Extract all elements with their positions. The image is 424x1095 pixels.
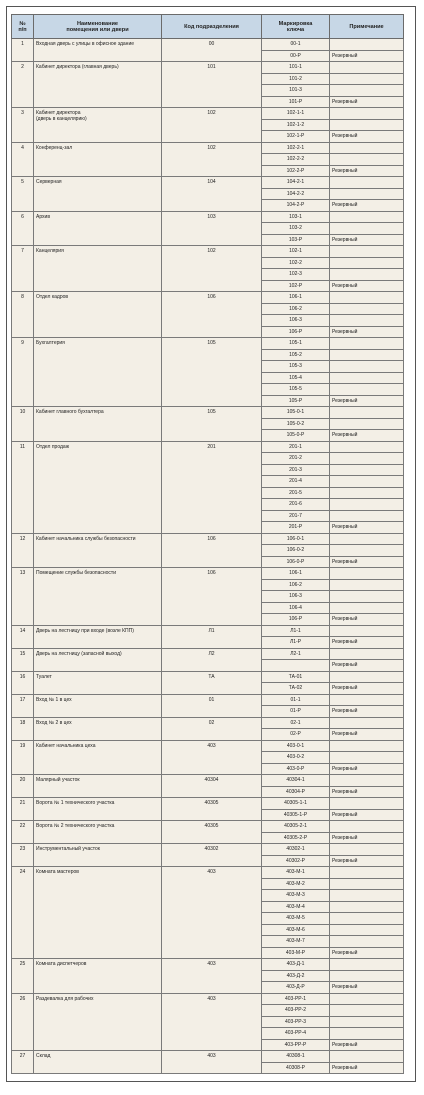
department-code: 102 bbox=[162, 246, 262, 292]
department-code: 102 bbox=[162, 142, 262, 177]
header-code: Код подразделения bbox=[162, 15, 262, 39]
table-row bbox=[12, 625, 404, 637]
department-code: 102 bbox=[162, 108, 262, 143]
row-number: 7 bbox=[12, 246, 34, 292]
key-marking: 106-3 bbox=[262, 315, 330, 327]
room-name: Ворота № 2 технического участка bbox=[34, 821, 162, 844]
key-marking: 403-М-2 bbox=[262, 878, 330, 890]
table-row bbox=[12, 108, 404, 120]
note-cell bbox=[330, 303, 404, 315]
key-marking: 403-РР-4 bbox=[262, 1028, 330, 1040]
department-code: 403 bbox=[162, 867, 262, 959]
key-marking: 102-2-Р bbox=[262, 165, 330, 177]
note-cell: Резервный bbox=[330, 556, 404, 568]
table-row bbox=[12, 62, 404, 74]
room-name: Отдел продаж bbox=[34, 441, 162, 533]
table-header-row bbox=[12, 15, 404, 39]
row-number: 11 bbox=[12, 441, 34, 533]
department-code: 104 bbox=[162, 177, 262, 212]
row-number: 26 bbox=[12, 993, 34, 1051]
key-marking: 101-1 bbox=[262, 62, 330, 74]
note-cell bbox=[330, 752, 404, 764]
note-cell bbox=[330, 418, 404, 430]
header-num: № п/п bbox=[12, 15, 34, 39]
key-marking: 403-Д-1 bbox=[262, 959, 330, 971]
department-code: 103 bbox=[162, 211, 262, 246]
note-cell: Резервный bbox=[330, 326, 404, 338]
note-cell: Резервный bbox=[330, 200, 404, 212]
note-cell bbox=[330, 246, 404, 258]
note-cell bbox=[330, 384, 404, 396]
department-code: 40305 bbox=[162, 821, 262, 844]
note-cell bbox=[330, 269, 404, 281]
note-cell: Резервный bbox=[330, 614, 404, 626]
row-number: 18 bbox=[12, 717, 34, 740]
note-cell bbox=[330, 936, 404, 948]
key-marking: 106-0-1 bbox=[262, 533, 330, 545]
key-marking: 40305-1-1 bbox=[262, 798, 330, 810]
note-cell bbox=[330, 579, 404, 591]
row-number: 20 bbox=[12, 775, 34, 798]
note-cell bbox=[330, 1016, 404, 1028]
key-marking: 403-0-2 bbox=[262, 752, 330, 764]
note-cell: Резервный bbox=[330, 395, 404, 407]
table-row bbox=[12, 568, 404, 580]
key-marking: 106-0-Р bbox=[262, 556, 330, 568]
key-marking: 403-М-7 bbox=[262, 936, 330, 948]
room-name: Инструментальный участок bbox=[34, 844, 162, 867]
note-cell bbox=[330, 211, 404, 223]
note-cell bbox=[330, 39, 404, 51]
room-name: Туалет bbox=[34, 671, 162, 694]
department-code: 40302 bbox=[162, 844, 262, 867]
note-cell bbox=[330, 867, 404, 879]
note-cell bbox=[330, 292, 404, 304]
key-marking: 102-2-2 bbox=[262, 154, 330, 166]
row-number: 12 bbox=[12, 533, 34, 568]
note-cell bbox=[330, 901, 404, 913]
table-row bbox=[12, 844, 404, 856]
row-number: 13 bbox=[12, 568, 34, 626]
department-code: 105 bbox=[162, 407, 262, 442]
key-marking: 201-4 bbox=[262, 476, 330, 488]
note-cell: Резервный bbox=[330, 832, 404, 844]
note-cell bbox=[330, 487, 404, 499]
header-name: Наименование помещения или двери bbox=[34, 15, 162, 39]
table-row bbox=[12, 211, 404, 223]
key-marking: 00-Р bbox=[262, 50, 330, 62]
note-cell: Резервный bbox=[330, 430, 404, 442]
note-cell bbox=[330, 717, 404, 729]
table-row bbox=[12, 798, 404, 810]
table-row bbox=[12, 671, 404, 683]
key-marking: 105-2 bbox=[262, 349, 330, 361]
note-cell: Резервный bbox=[330, 982, 404, 994]
table-row bbox=[12, 867, 404, 879]
key-marking: 103-2 bbox=[262, 223, 330, 235]
department-code: 403 bbox=[162, 959, 262, 994]
note-cell: Резервный bbox=[330, 809, 404, 821]
department-code: 403 bbox=[162, 740, 262, 775]
key-marking: 101-3 bbox=[262, 85, 330, 97]
key-marking: 102-1-Р bbox=[262, 131, 330, 143]
table-row bbox=[12, 993, 404, 1005]
key-marking: ТА-01 bbox=[262, 671, 330, 683]
note-cell bbox=[330, 407, 404, 419]
key-marking: 106-4 bbox=[262, 602, 330, 614]
key-marking: 105-4 bbox=[262, 372, 330, 384]
table-row bbox=[12, 292, 404, 304]
key-registry-table bbox=[11, 14, 404, 1074]
key-marking: 103-Р bbox=[262, 234, 330, 246]
note-cell bbox=[330, 625, 404, 637]
key-marking: 01-Р bbox=[262, 706, 330, 718]
key-marking: 40308-Р bbox=[262, 1062, 330, 1074]
note-cell bbox=[330, 798, 404, 810]
key-marking: 40305-1-Р bbox=[262, 809, 330, 821]
row-number: 27 bbox=[12, 1051, 34, 1074]
department-code: 403 bbox=[162, 993, 262, 1051]
note-cell: Резервный bbox=[330, 131, 404, 143]
key-marking: 102-Р bbox=[262, 280, 330, 292]
note-cell: Резервный bbox=[330, 96, 404, 108]
note-cell bbox=[330, 188, 404, 200]
key-marking: 403-0-1 bbox=[262, 740, 330, 752]
key-marking: 102-1-1 bbox=[262, 108, 330, 120]
note-cell bbox=[330, 154, 404, 166]
room-name: Архив bbox=[34, 211, 162, 246]
key-marking: 102-1 bbox=[262, 246, 330, 258]
key-marking: 403-Д-Р bbox=[262, 982, 330, 994]
note-cell bbox=[330, 177, 404, 189]
key-marking: 201-6 bbox=[262, 499, 330, 511]
department-code: 201 bbox=[162, 441, 262, 533]
note-cell bbox=[330, 568, 404, 580]
row-number: 4 bbox=[12, 142, 34, 177]
table-row bbox=[12, 740, 404, 752]
key-marking: 105-0-Р bbox=[262, 430, 330, 442]
note-cell bbox=[330, 740, 404, 752]
room-name: Дверь на лестницу (запасной выход) bbox=[34, 648, 162, 671]
note-cell bbox=[330, 694, 404, 706]
note-cell bbox=[330, 85, 404, 97]
key-marking: 403-М-1 bbox=[262, 867, 330, 879]
key-marking: 201-7 bbox=[262, 510, 330, 522]
note-cell bbox=[330, 223, 404, 235]
key-marking: 403-М-4 bbox=[262, 901, 330, 913]
key-marking: 40302-Р bbox=[262, 855, 330, 867]
note-cell bbox=[330, 62, 404, 74]
note-cell bbox=[330, 913, 404, 925]
note-cell bbox=[330, 1005, 404, 1017]
note-cell bbox=[330, 119, 404, 131]
key-marking: 201-Р bbox=[262, 522, 330, 534]
key-marking: 02-Р bbox=[262, 729, 330, 741]
key-marking: 106-Р bbox=[262, 326, 330, 338]
row-number: 3 bbox=[12, 108, 34, 143]
department-code: Л2 bbox=[162, 648, 262, 671]
table-row bbox=[12, 717, 404, 729]
key-marking: 00-1 bbox=[262, 39, 330, 51]
note-cell: Резервный bbox=[330, 234, 404, 246]
note-cell bbox=[330, 821, 404, 833]
note-cell bbox=[330, 671, 404, 683]
note-cell bbox=[330, 648, 404, 660]
key-marking: 106-0-2 bbox=[262, 545, 330, 557]
note-cell: Резервный bbox=[330, 729, 404, 741]
key-marking: Л1-Р bbox=[262, 637, 330, 649]
department-code: 02 bbox=[162, 717, 262, 740]
key-marking: 106-Р bbox=[262, 614, 330, 626]
note-cell: Резервный bbox=[330, 660, 404, 672]
note-cell: Резервный bbox=[330, 50, 404, 62]
note-cell bbox=[330, 315, 404, 327]
row-number: 21 bbox=[12, 798, 34, 821]
key-marking: 102-2-1 bbox=[262, 142, 330, 154]
note-cell bbox=[330, 602, 404, 614]
note-cell: Резервный bbox=[330, 637, 404, 649]
key-marking: 201-2 bbox=[262, 453, 330, 465]
room-name: Вход № 1 в цех bbox=[34, 694, 162, 717]
key-marking: 106-1 bbox=[262, 292, 330, 304]
department-code: 403 bbox=[162, 1051, 262, 1074]
room-name: Ворота № 1 технического участка bbox=[34, 798, 162, 821]
department-code: 101 bbox=[162, 62, 262, 108]
key-marking: 101-2 bbox=[262, 73, 330, 85]
room-name: Отдел кадров bbox=[34, 292, 162, 338]
note-cell bbox=[330, 464, 404, 476]
department-code: Л1 bbox=[162, 625, 262, 648]
row-number: 10 bbox=[12, 407, 34, 442]
note-cell: Резервный bbox=[330, 280, 404, 292]
key-marking: 40304-1 bbox=[262, 775, 330, 787]
key-marking: 40305-2-Р bbox=[262, 832, 330, 844]
table-row bbox=[12, 533, 404, 545]
header-note: Примечание bbox=[330, 15, 404, 39]
key-marking: 102-1-2 bbox=[262, 119, 330, 131]
table-row bbox=[12, 39, 404, 51]
note-cell: Резервный bbox=[330, 706, 404, 718]
key-marking: 403-РР-2 bbox=[262, 1005, 330, 1017]
note-cell bbox=[330, 878, 404, 890]
room-name: Кабинет начальника службы безопасности bbox=[34, 533, 162, 568]
department-code: 106 bbox=[162, 533, 262, 568]
note-cell bbox=[330, 533, 404, 545]
room-name: Склад bbox=[34, 1051, 162, 1074]
note-cell bbox=[330, 970, 404, 982]
note-cell bbox=[330, 1051, 404, 1063]
table-row bbox=[12, 246, 404, 258]
department-code: 00 bbox=[162, 39, 262, 62]
room-name: Кабинет директора (главная дверь) bbox=[34, 62, 162, 108]
room-name: Комната диспетчеров bbox=[34, 959, 162, 994]
note-cell bbox=[330, 372, 404, 384]
key-marking: 40304-Р bbox=[262, 786, 330, 798]
key-marking: 40308-1 bbox=[262, 1051, 330, 1063]
row-number: 25 bbox=[12, 959, 34, 994]
note-cell bbox=[330, 775, 404, 787]
key-marking: 201-3 bbox=[262, 464, 330, 476]
row-number: 14 bbox=[12, 625, 34, 648]
key-marking: 403-М-6 bbox=[262, 924, 330, 936]
note-cell bbox=[330, 142, 404, 154]
table-row bbox=[12, 648, 404, 660]
key-marking: 106-2 bbox=[262, 303, 330, 315]
key-marking: 403-РР-Р bbox=[262, 1039, 330, 1051]
note-cell bbox=[330, 361, 404, 373]
key-marking: 104-2-Р bbox=[262, 200, 330, 212]
room-name: Дверь на лестницу при входе (возле КПП) bbox=[34, 625, 162, 648]
note-cell: Резервный bbox=[330, 165, 404, 177]
note-cell bbox=[330, 924, 404, 936]
key-marking: 40302-1 bbox=[262, 844, 330, 856]
key-marking: 106-3 bbox=[262, 591, 330, 603]
key-marking: 106-1 bbox=[262, 568, 330, 580]
room-name: Малярный участок bbox=[34, 775, 162, 798]
note-cell: Резервный bbox=[330, 1062, 404, 1074]
department-code: 40304 bbox=[162, 775, 262, 798]
row-number: 23 bbox=[12, 844, 34, 867]
department-code: 106 bbox=[162, 292, 262, 338]
department-code: 01 bbox=[162, 694, 262, 717]
key-marking: 105-0-2 bbox=[262, 418, 330, 430]
department-code: 106 bbox=[162, 568, 262, 626]
key-marking: 403-Д-2 bbox=[262, 970, 330, 982]
table-row bbox=[12, 142, 404, 154]
key-marking: 403-РР-1 bbox=[262, 993, 330, 1005]
note-cell bbox=[330, 338, 404, 350]
row-number: 6 bbox=[12, 211, 34, 246]
key-marking: Л2-1 bbox=[262, 648, 330, 660]
key-marking: 105-3 bbox=[262, 361, 330, 373]
table-body bbox=[12, 39, 404, 1074]
row-number: 2 bbox=[12, 62, 34, 108]
key-marking: 102-3 bbox=[262, 269, 330, 281]
key-marking bbox=[262, 660, 330, 672]
key-marking: 403-М-Р bbox=[262, 947, 330, 959]
note-cell: Резервный bbox=[330, 683, 404, 695]
row-number: 15 bbox=[12, 648, 34, 671]
note-cell bbox=[330, 108, 404, 120]
note-cell bbox=[330, 545, 404, 557]
note-cell bbox=[330, 453, 404, 465]
table-row bbox=[12, 407, 404, 419]
note-cell bbox=[330, 591, 404, 603]
key-marking: 105-Р bbox=[262, 395, 330, 407]
key-marking: 106-2 bbox=[262, 579, 330, 591]
table-row bbox=[12, 1051, 404, 1063]
row-number: 8 bbox=[12, 292, 34, 338]
table-row bbox=[12, 441, 404, 453]
room-name: Бухгалтерия bbox=[34, 338, 162, 407]
key-marking: 104-2-2 bbox=[262, 188, 330, 200]
note-cell: Резервный bbox=[330, 947, 404, 959]
room-name: Канцелярия bbox=[34, 246, 162, 292]
note-cell bbox=[330, 349, 404, 361]
note-cell: Резервный bbox=[330, 522, 404, 534]
table-row bbox=[12, 338, 404, 350]
room-name: Конференц-зал bbox=[34, 142, 162, 177]
row-number: 16 bbox=[12, 671, 34, 694]
key-marking: 403-РР-3 bbox=[262, 1016, 330, 1028]
key-marking: 01-1 bbox=[262, 694, 330, 706]
note-cell bbox=[330, 73, 404, 85]
room-name: Серверная bbox=[34, 177, 162, 212]
row-number: 5 bbox=[12, 177, 34, 212]
key-marking: Л1-1 bbox=[262, 625, 330, 637]
key-marking: 02-1 bbox=[262, 717, 330, 729]
note-cell: Резервный bbox=[330, 1039, 404, 1051]
room-name: Кабинет директора (дверь в канцелярию) bbox=[34, 108, 162, 143]
room-name: Комната мастеров bbox=[34, 867, 162, 959]
key-marking: 104-2-1 bbox=[262, 177, 330, 189]
key-marking: 201-5 bbox=[262, 487, 330, 499]
key-marking: 101-Р bbox=[262, 96, 330, 108]
note-cell bbox=[330, 993, 404, 1005]
key-marking: 105-1 bbox=[262, 338, 330, 350]
note-cell bbox=[330, 890, 404, 902]
room-name: Кабинет главного бухгалтера bbox=[34, 407, 162, 442]
room-name: Кабинет начальника цеха bbox=[34, 740, 162, 775]
department-code: ТА bbox=[162, 671, 262, 694]
table-row bbox=[12, 775, 404, 787]
row-number: 19 bbox=[12, 740, 34, 775]
note-cell bbox=[330, 257, 404, 269]
key-marking: 403-М-3 bbox=[262, 890, 330, 902]
row-number: 24 bbox=[12, 867, 34, 959]
department-code: 105 bbox=[162, 338, 262, 407]
table-row bbox=[12, 821, 404, 833]
note-cell: Резервный bbox=[330, 786, 404, 798]
note-cell bbox=[330, 1028, 404, 1040]
key-marking: 103-1 bbox=[262, 211, 330, 223]
key-marking: 403-М-5 bbox=[262, 913, 330, 925]
row-number: 9 bbox=[12, 338, 34, 407]
table-row bbox=[12, 177, 404, 189]
key-marking: ТА-02 bbox=[262, 683, 330, 695]
key-marking: 403-0-Р bbox=[262, 763, 330, 775]
department-code: 40305 bbox=[162, 798, 262, 821]
room-name: Помещение службы безопасности bbox=[34, 568, 162, 626]
key-marking: 102-2 bbox=[262, 257, 330, 269]
row-number: 22 bbox=[12, 821, 34, 844]
note-cell bbox=[330, 476, 404, 488]
key-marking: 40305-2-1 bbox=[262, 821, 330, 833]
note-cell bbox=[330, 510, 404, 522]
row-number: 1 bbox=[12, 39, 34, 62]
header-key: Маркировка ключа bbox=[262, 15, 330, 39]
note-cell bbox=[330, 959, 404, 971]
key-marking: 201-1 bbox=[262, 441, 330, 453]
row-number: 17 bbox=[12, 694, 34, 717]
key-marking: 105-5 bbox=[262, 384, 330, 396]
note-cell bbox=[330, 499, 404, 511]
table-row bbox=[12, 694, 404, 706]
room-name: Раздевалка для рабочих bbox=[34, 993, 162, 1051]
room-name: Вход № 2 в цех bbox=[34, 717, 162, 740]
note-cell: Резервный bbox=[330, 855, 404, 867]
room-name: Входная дверь с улицы в офисное здание bbox=[34, 39, 162, 62]
note-cell bbox=[330, 441, 404, 453]
note-cell bbox=[330, 844, 404, 856]
table-row bbox=[12, 959, 404, 971]
note-cell: Резервный bbox=[330, 763, 404, 775]
key-marking: 105-0-1 bbox=[262, 407, 330, 419]
